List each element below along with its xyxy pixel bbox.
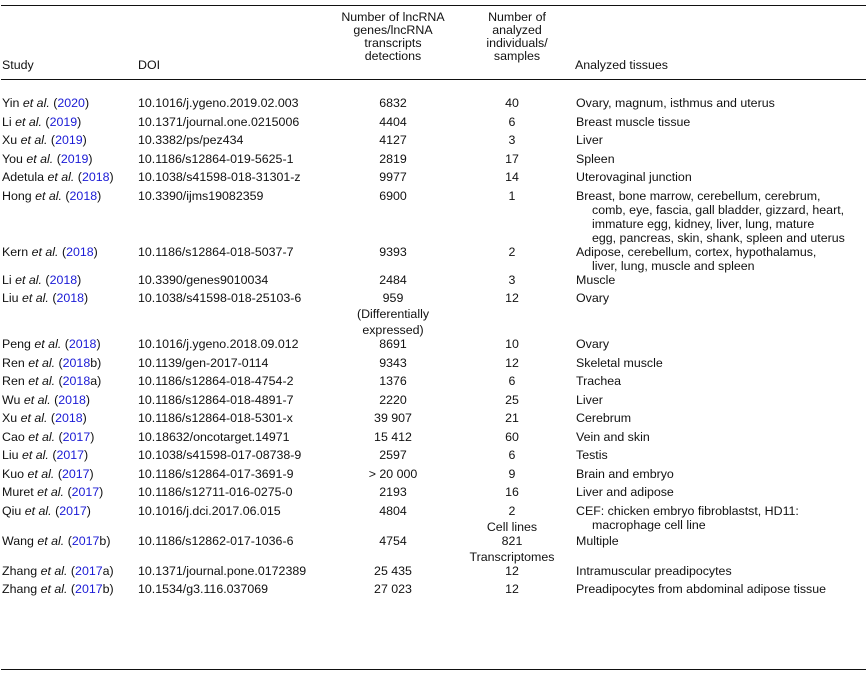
study-etal: et al. [40,563,68,578]
tissues-cell [576,430,866,444]
samples-value: 3 [508,272,516,287]
study-year-link[interactable]: 2017 [62,429,91,444]
header-number-line: genes/lncRNA [353,23,433,37]
samples-cell [448,564,576,578]
study-cell: Liu et al. (2017) [2,448,89,462]
tissues-line: Cerebrum [576,411,632,425]
tissues-line: Liver [576,133,603,147]
number-cell [338,152,448,166]
tissues-cell [576,273,866,287]
study-suffix: b [90,355,98,370]
number-value: 2597 [379,448,407,462]
study-suffix: b [102,582,110,596]
study-author: Li [2,114,12,129]
samples-value: 6 [508,114,516,129]
study-cell: Liu et al. (2018) [2,291,89,305]
tissues-cell [576,152,866,166]
number-value: 4404 [379,114,407,129]
doi-cell: 10.1186/s12864-017-3691-9 [138,466,294,481]
table-row [0,485,866,504]
number-note: (Differentially [356,307,430,321]
study-year-link[interactable]: 2017 [56,448,85,462]
samples-cell [448,189,576,203]
study-year-link[interactable]: 2019 [49,114,78,129]
study-etal: et al. [26,151,54,166]
samples-value: 12 [505,563,519,578]
number-value: > 20 000 [368,466,418,481]
samples-note: Cell lines [486,519,538,534]
doi-cell: 10.1186/s12864-018-5301-x [138,411,293,425]
study-etal: et al. [22,291,49,305]
study-author: Hong [2,188,32,203]
tissues-cell [576,245,866,273]
tissues-line: Spleen [576,151,615,166]
tissues-line: Adipose, cerebellum, cortex, hypothalamus, [576,244,817,259]
samples-cell [448,374,576,388]
tissues-line: Liver [576,392,603,407]
header-individuals-line: analyzed [492,23,542,37]
tissues-line: Intramuscular preadipocytes [576,563,732,578]
tissues-line: Preadipocytes from abdominal adipose tissue [576,582,827,596]
study-year-link[interactable]: 2020 [57,96,85,110]
doi-cell: 10.1186/s12862-017-1036-6 [138,533,294,548]
tissues-line: comb, eye, fascia, gall bladder, gizzard, heart, [592,202,845,217]
table-row [0,582,866,601]
study-author: Muret [2,485,34,499]
number-cell [338,393,448,407]
tissues-cell [576,133,866,147]
study-year-link[interactable]: 2017 [71,485,100,499]
samples-value: 60 [505,429,519,444]
header-tissues: Analyzed tissues [575,58,668,72]
study-suffix: b [99,533,107,548]
study-etal: et al. [22,448,49,462]
study-author: Zhang [2,582,38,596]
tissues-cell [576,582,866,596]
samples-cell [448,133,576,147]
number-value: 4804 [379,503,407,518]
number-value: 4127 [379,133,407,147]
tissues-cell [576,467,866,481]
tissues-cell [576,291,866,305]
header-individuals [472,11,562,63]
tissues-line: Vein and skin [576,429,650,444]
study-cell: Qiu et al. (2017) [2,503,91,518]
study-etal: et al. [37,533,65,548]
tissues-line: Ovary [576,337,610,351]
samples-value: 821 [501,533,523,548]
number-value: 8691 [379,337,407,351]
tissues-cell [576,115,866,129]
study-etal: et al. [20,133,48,147]
study-cell: Adetula et al. (2018) [2,170,114,184]
samples-cell [448,152,576,166]
samples-value: 12 [505,582,519,596]
samples-cell [448,411,576,425]
study-author: Zhang [2,563,38,578]
tissues-line: Liver and adipose [576,485,674,499]
tissues-cell [576,374,866,388]
study-year-link[interactable]: 2017 [75,582,103,596]
study-year-link[interactable]: 2018 [66,244,94,259]
study-author: Wang [2,533,34,548]
study-cell: Ren et al. (2018b) [2,355,102,370]
study-author: Kuo [2,466,25,481]
study-year-link[interactable]: 2017 [71,533,100,548]
doi-cell: 10.1371/journal.one.0215006 [138,114,300,129]
tissues-line: Trachea [576,374,621,388]
study-year-link[interactable]: 2018 [56,291,85,305]
header-individuals-line: Number of [488,10,546,24]
header-number-line: Number of lncRNA [341,10,445,24]
number-value: 9343 [379,355,407,370]
study-cell: You et al. (2019) [2,151,93,166]
doi-cell: 10.1016/j.ygeno.2018.09.012 [138,337,299,351]
study-author: Wu [2,392,21,407]
study-cell: Peng et al. (2018) [2,337,101,351]
study-author: Yin [2,96,20,110]
samples-value: 14 [505,170,519,184]
number-value: 6900 [379,188,407,203]
study-author: Ren [2,355,25,370]
study-author: Cao [2,429,25,444]
number-value: 959 [382,291,404,305]
samples-cell [448,467,576,481]
study-etal: et al. [28,429,56,444]
tissues-line: Testis [576,448,608,462]
number-cell [338,534,448,548]
study-suffix: a [90,374,98,388]
number-value: 2484 [379,272,407,287]
samples-cell [448,170,576,184]
samples-cell [448,534,576,564]
study-cell: Wu et al. (2018) [2,392,90,407]
study-cell: Kern et al. (2018) [2,244,98,259]
study-cell: Cao et al. (2017) [2,429,95,444]
study-year-link[interactable]: 2018 [58,392,86,407]
number-value: 39 907 [374,411,412,425]
tissues-cell [576,393,866,407]
number-cell [338,356,448,370]
study-cell: Ren et al. (2018a) [2,374,102,388]
study-author: Ren [2,374,25,388]
table-row [0,448,866,467]
number-value: 6832 [379,96,407,110]
doi-cell: 10.1371/journal.pone.0172389 [138,563,307,578]
tissues-cell [576,534,866,548]
doi-cell: 10.18632/oncotarget.14971 [138,429,290,444]
samples-value: 2 [508,244,516,259]
tissues-line: Ovary [576,291,610,305]
samples-cell [448,337,576,351]
doi-cell: 10.1186/s12864-019-5625-1 [138,151,294,166]
study-cell: Xu et al. (2019) [2,133,87,147]
study-etal: et al. [15,272,42,287]
samples-cell [448,393,576,407]
tissues-line: liver, lung, muscle and spleen [592,258,755,273]
number-cell [338,115,448,129]
study-year-link[interactable]: 2018 [68,337,97,351]
table-row [0,96,866,115]
number-cell [338,564,448,578]
doi-cell: 10.3390/ijms19082359 [138,188,264,203]
table-body [0,96,866,601]
table-row [0,273,866,292]
study-etal: et al. [40,582,68,596]
samples-value: 16 [505,485,519,499]
doi-cell: 10.1038/s41598-017-08738-9 [138,448,302,462]
study-cell: Li et al. (2019) [2,114,82,129]
study-cell: Kuo et al. (2017) [2,466,94,481]
header-doi: DOI [138,58,161,72]
tissues-line: immature egg, kidney, liver, lung, mature [592,216,815,231]
number-value: 4754 [379,533,407,548]
bottom-rule [1,669,866,670]
study-year-link[interactable]: 2019 [55,133,83,147]
tissues-cell [576,170,866,184]
header-rule [1,79,866,80]
study-author: Qiu [2,503,22,518]
samples-cell [448,356,576,370]
number-value: 1376 [379,374,407,388]
number-cell [338,189,448,203]
study-author: Xu [2,133,18,147]
doi-cell: 10.3390/genes9010034 [138,272,269,287]
header-study: Study [2,58,34,72]
number-cell [338,504,448,518]
study-etal: et al. [34,337,62,351]
study-author: Liu [2,448,19,462]
table-row [0,430,866,449]
number-cell [338,291,448,337]
samples-cell [448,485,576,499]
doi-cell: 10.1038/s41598-018-25103-6 [138,291,302,305]
table-row [0,133,866,152]
study-etal: et al. [28,374,56,388]
number-cell [338,467,448,481]
tissues-cell [576,485,866,499]
number-cell [338,337,448,351]
study-cell: Zhang et al. (2017b) [2,582,114,596]
table-row [0,170,866,189]
study-etal: et al. [22,96,50,110]
header-number-line: transcripts [364,36,422,50]
number-cell [338,133,448,147]
study-cell: Yin et al. (2020) [2,96,90,110]
tissues-line: CEF: chicken embryo fibroblastst, HD11: [576,503,799,518]
study-year-link[interactable]: 2017 [75,563,103,578]
table-row [0,374,866,393]
study-author: Peng [2,337,31,351]
number-cell [338,245,448,259]
samples-note: Transcriptomes [469,549,555,564]
table-row [0,152,866,171]
table-row [0,504,866,534]
study-etal: et al. [27,466,55,481]
tissues-line: Ovary, magnum, isthmus and uterus [576,96,775,110]
study-author: You [2,151,23,166]
tissues-cell [576,337,866,351]
table-row [0,534,866,564]
number-value: 2193 [379,485,407,499]
samples-cell [448,245,576,259]
study-year-link[interactable]: 2019 [60,151,89,166]
doi-cell: 10.1038/s41598-018-31301-z [138,170,301,184]
study-etal: et al. [47,170,75,184]
samples-value: 9 [508,466,516,481]
tissues-cell [576,504,866,532]
table-row [0,393,866,412]
study-etal: et al. [31,244,59,259]
study-etal: et al. [15,114,42,129]
table-row [0,564,866,583]
samples-cell [448,430,576,444]
number-value: 27 023 [374,582,412,596]
header-number-line: detections [364,49,422,63]
study-cell: Li et al. (2018) [2,272,82,287]
samples-cell [448,291,576,305]
study-suffix: a [102,563,110,578]
study-etal: et al. [24,503,52,518]
study-etal: et al. [35,188,62,203]
samples-value: 3 [508,133,516,147]
header-number [338,11,448,63]
samples-cell [448,582,576,596]
tissues-line: macrophage cell line [592,517,706,532]
number-cell [338,485,448,499]
header-individuals-line: samples [493,49,541,63]
samples-value: 6 [508,448,516,462]
study-etal: et al. [37,485,65,499]
number-value: 9393 [379,244,407,259]
number-cell [338,273,448,287]
table-row [0,356,866,375]
doi-cell: 10.1186/s12864-018-5037-7 [138,244,294,259]
samples-value: 1 [508,188,516,203]
number-value: 15 412 [374,429,412,444]
tissues-line: Muscle [576,272,616,287]
study-year-link[interactable]: 2018 [69,188,98,203]
samples-value: 21 [505,411,519,425]
number-cell [338,411,448,425]
study-etal: et al. [20,411,48,425]
samples-value: 6 [508,374,516,388]
samples-value: 12 [505,355,519,370]
study-cell: Muret et al. (2017) [2,485,104,499]
study-year-link[interactable]: 2018 [55,411,83,425]
samples-value: 25 [505,392,519,407]
table-row [0,115,866,134]
study-cell: Zhang et al. (2017a) [2,563,114,578]
study-year-link[interactable]: 2018 [62,355,91,370]
number-cell [338,582,448,596]
tissues-line: Multiple [576,533,619,548]
study-author: Kern [2,244,29,259]
table-row [0,291,866,337]
doi-cell: 10.1186/s12864-018-4891-7 [138,392,294,407]
number-value: 2220 [379,392,407,407]
number-cell [338,374,448,388]
study-author: Xu [2,411,18,425]
table-row [0,245,866,273]
samples-value: 12 [505,291,519,305]
study-cell: Hong et al. (2018) [2,188,102,203]
number-value: 2819 [379,151,407,166]
doi-cell: 10.1016/j.ygeno.2019.02.003 [138,96,299,110]
doi-cell: 10.1534/g3.116.037069 [138,582,268,596]
tissues-cell [576,564,866,578]
tissues-cell [576,96,866,110]
samples-cell [448,504,576,534]
tissues-line: Uterovaginal junction [576,170,692,184]
samples-value: 40 [505,96,519,110]
tissues-line: egg, pancreas, skin, shank, spleen and uterus [592,230,845,245]
study-author: Liu [2,291,19,305]
doi-cell: 10.1139/gen-2017-0114 [138,355,269,370]
doi-cell: 10.1016/j.dci.2017.06.015 [138,503,281,518]
study-year-link[interactable]: 2018 [49,272,78,287]
number-note: expressed) [362,323,424,337]
samples-cell [448,115,576,129]
number-cell [338,448,448,462]
samples-cell [448,96,576,110]
number-cell [338,430,448,444]
table-row [0,189,866,245]
table-row [0,337,866,356]
tissues-line: Breast muscle tissue [576,114,691,129]
top-rule [1,5,866,6]
samples-cell [448,448,576,462]
study-etal: et al. [23,392,51,407]
study-year-link[interactable]: 2017 [59,503,87,518]
tissues-line: Brain and embryo [576,466,674,481]
doi-cell: 10.1186/s12864-018-4754-2 [138,374,294,388]
tissues-cell [576,411,866,425]
study-cell: Wang et al. (2017b) [2,533,111,548]
number-cell [338,170,448,184]
samples-value: 17 [505,151,519,166]
study-author: Li [2,272,12,287]
tissues-cell [576,356,866,370]
doi-cell: 10.1186/s12711-016-0275-0 [138,485,293,499]
study-year-link[interactable]: 2017 [61,466,90,481]
samples-value: 2 [508,503,516,518]
tissues-cell [576,448,866,462]
study-year-link[interactable]: 2018 [62,374,91,388]
header-individuals-line: individuals/ [486,36,548,50]
doi-cell: 10.3382/ps/pez434 [138,133,244,147]
study-etal: et al. [28,355,56,370]
table-row [0,467,866,486]
number-cell [338,96,448,110]
study-cell: Xu et al. (2018) [2,411,87,425]
study-year-link[interactable]: 2018 [81,170,110,184]
table-row [0,411,866,430]
study-author: Adetula [2,170,45,184]
samples-value: 10 [505,337,519,351]
tissues-line: Breast, bone marrow, cerebellum, cerebrum, [576,188,821,203]
tissues-line: Skeletal muscle [576,355,663,370]
samples-cell [448,273,576,287]
number-value: 25 435 [374,563,412,578]
number-value: 9977 [379,170,407,184]
tissues-cell [576,189,866,245]
